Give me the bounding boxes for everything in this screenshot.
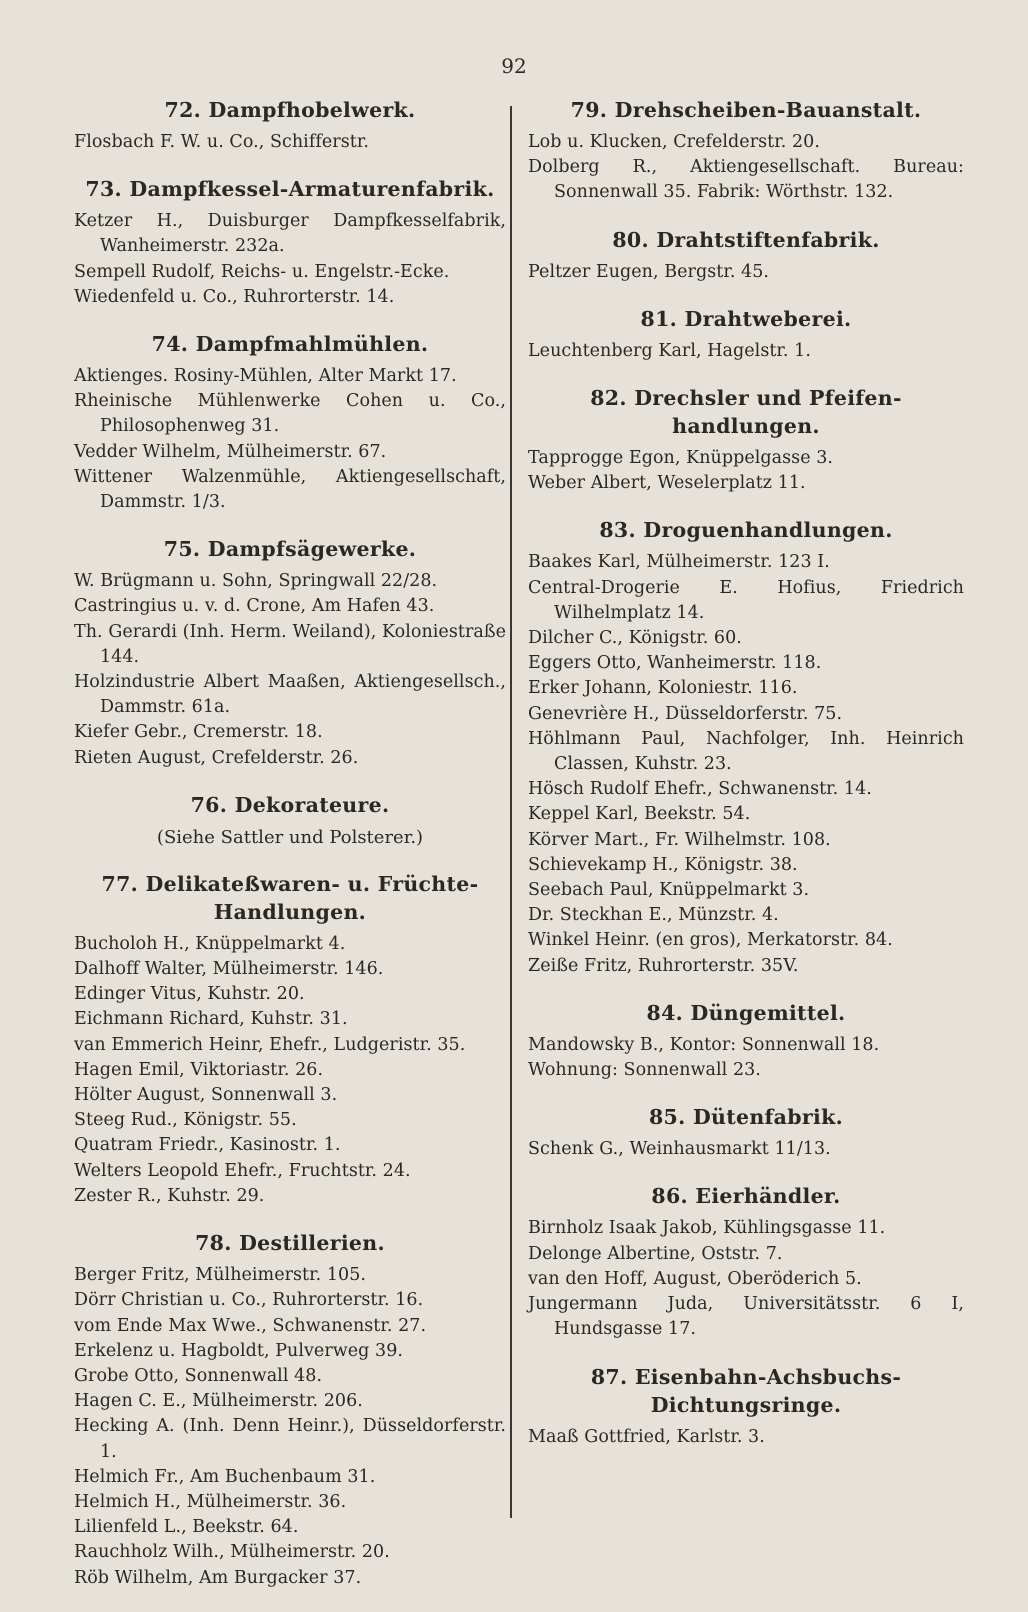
directory-entry: Wiedenfeld u. Co., Ruhrorterstr. 14.: [74, 286, 395, 307]
directory-section: [528, 1363, 964, 1450]
directory-entry: Mandowsky B., Kontor: Sonnenwall 18.: [528, 1034, 880, 1055]
directory-entry: Delonge Albertine, Oststr. 7.: [528, 1243, 783, 1264]
section-heading: [528, 999, 964, 1027]
directory-entry: Grobe Otto, Sonnenwall 48.: [74, 1365, 323, 1386]
directory-entry: Birnholz Isaak Jakob, Kühlingsgasse 11.: [528, 1218, 886, 1239]
directory-entry: Flosbach F. W. u. Co., Schifferstr.: [74, 132, 369, 152]
directory-section: [74, 175, 506, 310]
section-heading-line: handlungen.: [672, 414, 820, 439]
directory-entry: Erker Johann, Koloniestr. 116.: [528, 678, 798, 699]
section-heading-line: 87. Eisenbahn-Achsbuchs-: [590, 1364, 902, 1389]
directory-entry: Kiefer Gebr., Cremerstr. 18.: [74, 722, 323, 743]
section-heading-line: 75. Dampfsägewerke.: [163, 537, 417, 562]
directory-section: [74, 330, 506, 515]
directory-entry: Hölter August, Sonnenwall 3.: [74, 1085, 338, 1106]
directory-section: [528, 1182, 964, 1342]
section-heading: [74, 330, 506, 358]
directory-section: [74, 535, 506, 771]
directory-entry: Dörr Christian u. Co., Ruhrorterstr. 16.: [74, 1290, 424, 1311]
section-heading-line: 76. Dekorateure.: [190, 792, 390, 817]
section-heading-line: 84. Düngemittel.: [646, 1000, 846, 1025]
page-number: 92: [501, 54, 527, 78]
directory-section: [528, 516, 964, 978]
section-heading: [528, 1103, 964, 1131]
directory-entry: Ketzer H., Duisburger Dampfkesselfabrik, Wanheimerstr. 232a.: [74, 211, 506, 257]
directory-entry: Erkelenz u. Hagboldt, Pulverweg 39.: [74, 1340, 404, 1361]
section-heading-line: 72. Dampfhobelwerk.: [164, 98, 416, 122]
directory-entry: Weber Albert, Weselerplatz 11.: [528, 473, 806, 494]
section-heading: [528, 1363, 964, 1419]
directory-entry: Central-Drogerie E. Hofius, Friedrich Wilhelmplatz 14.: [528, 577, 964, 623]
directory-entry: Lob u. Klucken, Crefelderstr. 20.: [528, 132, 820, 152]
directory-entry: Leuchtenberg Karl, Hagelstr. 1.: [528, 340, 811, 361]
section-heading-line: 79. Drehscheiben-Bauanstalt.: [570, 98, 922, 122]
left-column: [74, 96, 506, 1611]
section-heading: [528, 516, 964, 544]
directory-entry: Hecking A. (Inh. Denn Heinr.), Düsseldorferstr. 1.: [74, 1416, 506, 1462]
directory-entry: Dalhoff Walter, Mülheimerstr. 146.: [74, 959, 384, 980]
directory-entry: van Emmerich Heinr, Ehefr., Ludgeristr. 35.: [74, 1034, 466, 1055]
directory-entry: Bucholoh H., Knüppelmarkt 4.: [74, 933, 346, 954]
directory-entry: Sempell Rudolf, Reichs- u. Engelstr.-Ecke.: [74, 261, 450, 282]
directory-section: [528, 384, 964, 496]
section-heading: [74, 535, 506, 563]
directory-entry: Th. Gerardi (Inh. Herm. Weiland), Koloniestraße 144.: [74, 621, 506, 667]
directory-entry: Jungermann Juda, Universitätsstr. 6 I, Hundsgasse 17.: [528, 1294, 964, 1340]
directory-section: [74, 96, 506, 155]
directory-entry: Maaß Gottfried, Karlstr. 3.: [528, 1426, 765, 1447]
section-heading-line: 85. Dütenfabrik.: [648, 1105, 844, 1130]
section-heading-line: Handlungen.: [213, 899, 367, 924]
directory-entry: Edinger Vitus, Kuhstr. 20.: [74, 984, 305, 1005]
directory-entry: Seebach Paul, Knüppelmarkt 3.: [528, 880, 810, 901]
section-heading-line: 78. Destillerien.: [195, 1231, 385, 1256]
directory-entry: Helmich Fr., Am Buchenbaum 31.: [74, 1466, 376, 1487]
directory-entry: van den Hoff, August, Oberöderich 5.: [528, 1268, 862, 1289]
section-heading-line: 83. Droguenhandlungen.: [599, 518, 893, 543]
directory-entry: Höhlmann Paul, Nachfolger, Inh. Heinrich Classen, Kuhstr. 23.: [528, 728, 964, 775]
directory-entry: Dr. Steckhan E., Münzstr. 4.: [528, 905, 779, 926]
section-heading: [74, 1229, 506, 1257]
directory-entry: Eggers Otto, Wanheimerstr. 118.: [528, 653, 822, 674]
section-heading: [528, 96, 964, 124]
section-heading: [528, 384, 964, 440]
directory-entry: Röb Wilhelm, Am Burgacker 37.: [74, 1567, 362, 1588]
directory-entry: Hagen Emil, Viktoriastr. 26.: [74, 1059, 324, 1080]
section-heading-line: 82. Drechsler und Pfeifen-: [590, 386, 902, 411]
directory-entry: Dilcher C., Königstr. 60.: [528, 628, 742, 649]
directory-entry: Körver Mart., Fr. Wilhelmstr. 108.: [528, 829, 831, 850]
directory-section: [74, 870, 506, 1209]
directory-entry: Aktienges. Rosiny-Mühlen, Alter Markt 17.: [74, 366, 457, 387]
directory-entry: Dolberg R., Aktiengesellschaft. Bureau: Sonnenwall 35. Fabrik: Wörthstr. 132.: [528, 157, 964, 203]
directory-entry: Steeg Rud., Königstr. 55.: [74, 1110, 297, 1131]
section-note: (Siehe Sattler und Polsterer.): [156, 826, 424, 848]
directory-section: [528, 1103, 964, 1162]
directory-entry: Wohnung: Sonnenwall 23.: [528, 1060, 761, 1081]
directory-entry: Peltzer Eugen, Bergstr. 45.: [528, 261, 770, 282]
directory-section: [528, 999, 964, 1083]
directory-entry: Keppel Karl, Beekstr. 54.: [528, 804, 751, 825]
directory-entry: Rheinische Mühlenwerke Cohen u. Co., Philosophenweg 31.: [74, 391, 506, 437]
directory-entry: Castringius u. v. d. Crone, Am Hafen 43.: [74, 596, 435, 617]
directory-entry: Vedder Wilhelm, Mülheimerstr. 67.: [74, 441, 387, 462]
directory-entry: Schievekamp H., Königstr. 38.: [528, 854, 798, 875]
section-heading: [74, 791, 506, 819]
directory-entry: Genevrière H., Düsseldorferstr. 75.: [528, 703, 843, 724]
directory-entry: Berger Fritz, Mülheimerstr. 105.: [74, 1265, 367, 1286]
directory-entry: Hösch Rudolf Ehefr., Schwanenstr. 14.: [528, 779, 872, 800]
directory-entry: W. Brügmann u. Sohn, Springwall 22/28.: [74, 571, 438, 592]
directory-entry: Helmich H., Mülheimerstr. 36.: [74, 1491, 347, 1512]
directory-section: [74, 791, 506, 850]
section-heading: [74, 175, 506, 203]
directory-entry: Holzindustrie Albert Maaßen, Aktiengesellsch., Dammstr. 61a.: [74, 672, 506, 718]
directory-entry: Winkel Heinr. (en gros), Merkatorstr. 84.: [528, 930, 893, 951]
section-heading-line: 81. Drahtweberei.: [640, 306, 852, 331]
section-heading-line: 77. Delikateßwaren- u. Früchte-: [101, 871, 479, 896]
directory-section: [528, 96, 964, 206]
section-heading-line: 74. Dampfmahlmühlen.: [151, 332, 429, 357]
directory-entry: Baakes Karl, Mülheimerstr. 123 I.: [528, 552, 830, 573]
directory-entry: Schenk G., Weinhausmarkt 11/13.: [528, 1139, 831, 1160]
section-heading: [528, 226, 964, 254]
section-heading-line: 73. Dampfkessel-Armaturenfabrik.: [85, 177, 495, 202]
directory-entry: Hagen C. E., Mülheimerstr. 206.: [74, 1391, 363, 1412]
right-column: [528, 96, 964, 1470]
directory-entry: Lilienfeld L., Beekstr. 64.: [74, 1517, 299, 1538]
directory-entry: Rauchholz Wilh., Mülheimerstr. 20.: [74, 1542, 390, 1563]
directory-section: [528, 305, 964, 364]
directory-entry: vom Ende Max Wwe., Schwanenstr. 27.: [74, 1315, 427, 1336]
section-heading: [74, 870, 506, 926]
directory-entry: Rieten August, Crefelderstr. 26.: [74, 747, 359, 768]
section-heading: [528, 1182, 964, 1210]
section-heading-line: 86. Eierhändler.: [651, 1184, 841, 1209]
directory-entry: Eichmann Richard, Kuhstr. 31.: [74, 1009, 348, 1030]
directory-section: [528, 226, 964, 285]
section-heading: [74, 96, 506, 124]
directory-entry: Quatram Friedr., Kasinostr. 1.: [74, 1135, 341, 1156]
directory-entry: Wittener Walzenmühle, Aktiengesellschaft, Dammstr. 1/3.: [74, 466, 506, 513]
directory-entry: Zester R., Kuhstr. 29.: [74, 1185, 265, 1206]
column-divider: [510, 106, 512, 1518]
section-heading-line: Dichtungsringe.: [650, 1392, 842, 1417]
directory-section: [74, 1229, 506, 1591]
directory-entry: Welters Leopold Ehefr., Fruchtstr. 24.: [74, 1160, 411, 1181]
directory-entry: Tapprogge Egon, Knüppelgasse 3.: [528, 448, 834, 469]
directory-entry: Zeiße Fritz, Ruhrorterstr. 35V.: [528, 955, 799, 976]
section-heading: [528, 305, 964, 333]
section-heading-line: 80. Drahtstiftenfabrik.: [612, 227, 880, 252]
